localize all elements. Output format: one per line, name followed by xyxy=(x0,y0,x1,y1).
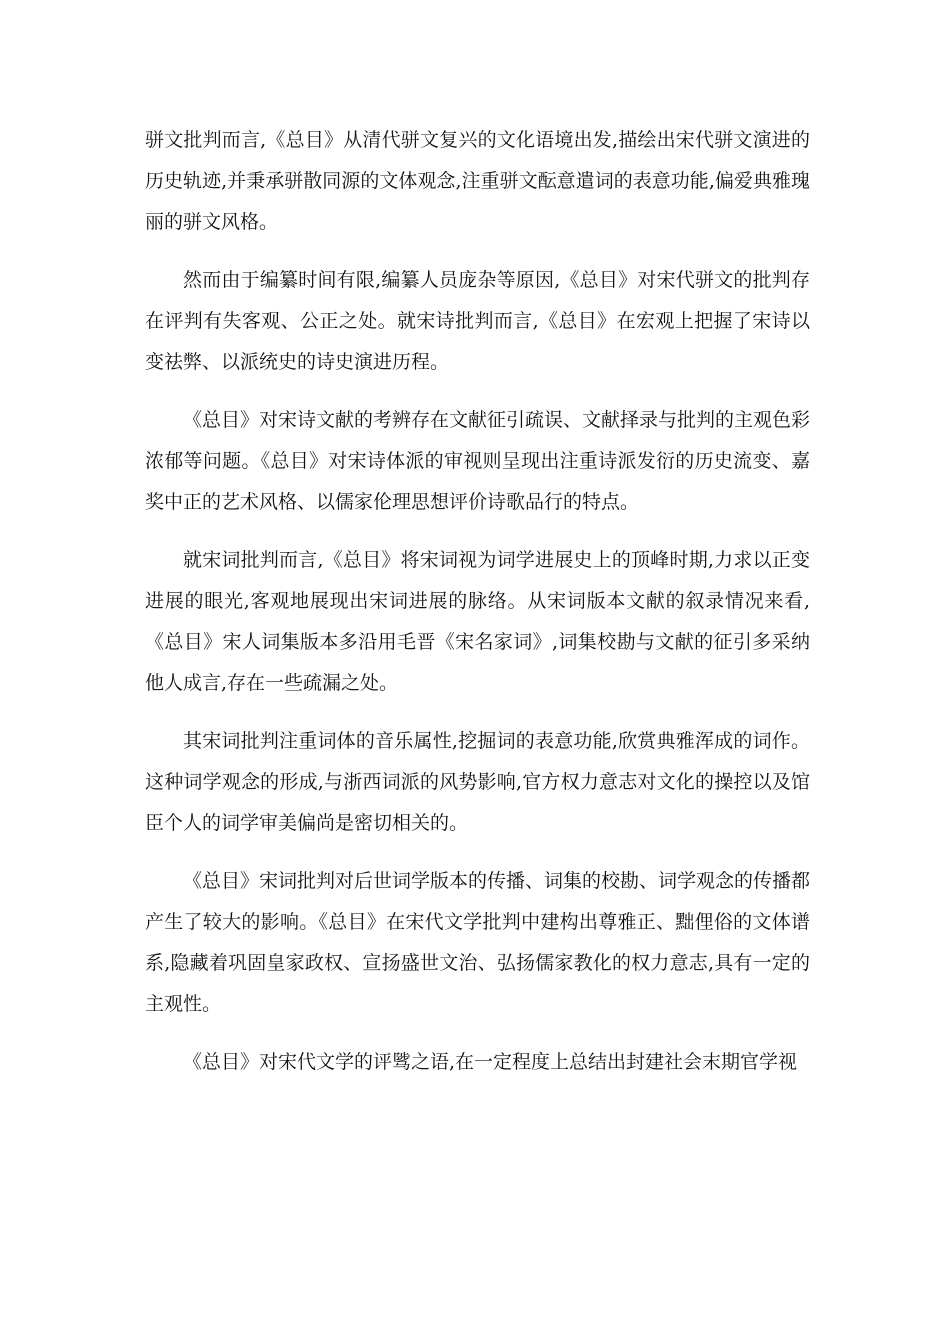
paragraph-2: 然而由于编纂时间有限,编纂人员庞杂等原因,《总目》对宋代骈文的批判存在评判有失客观、公正之处。就宋诗批判而言,《总目》在宏观上把握了宋诗以变祛弊、以派统史的诗史演进历程。 xyxy=(145,269,810,373)
paragraph-1: 骈文批判而言,《总目》从清代骈文复兴的文化语境出发,描绘出宋代骈文演进的历史轨迹,并秉承骈散同源的文体观念,注重骈文酝意遣词的表意功能,偏爱典雅瑰丽的骈文风格。 xyxy=(145,129,810,233)
document-body xyxy=(145,120,810,1100)
paragraph-5: 其宋词批判注重词体的音乐属性,挖掘词的表意功能,欣赏典雅浑成的词作。这种词学观念的形成,与浙西词派的风势影响,官方权力意志对文化的操控以及馆臣个人的词学审美偏尚是密切相关的。 xyxy=(145,730,810,834)
paragraph-4: 就宋词批判而言,《总目》将宋词视为词学进展史上的顶峰时期,力求以正变进展的眼光,客观地展现出宋词进展的脉络。从宋词版本文献的叙录情况来看,《总目》宋人词集版本多沿用毛晋《宋名家词》,词集校勘与文献的征引多采纳他人成言,存在一些疏漏之处。 xyxy=(145,549,810,694)
paragraph-3: 《总目》对宋诗文献的考辨存在文献征引疏误、文献择录与批判的主观色彩浓郁等问题。《总目》对宋诗体派的审视则呈现出注重诗派发衍的历史流变、嘉奖中正的艺术风格、以儒家伦理思想评价诗歌品行的特点。 xyxy=(145,409,811,513)
paragraph-7: 《总目》对宋代文学的评骘之语,在一定程度上总结出封建社会末期官学视 xyxy=(183,1051,798,1073)
paragraph-6: 《总目》宋词批判对后世词学版本的传播、词集的校勘、词学观念的传播都产生了较大的影响。《总目》在宋代文学批判中建构出尊雅正、黜俚俗的文体谱系,隐藏着巩固皇家政权、宣扬盛世文治、弘扬儒家教化的权力意志,具有一定的主观性。 xyxy=(145,870,811,1015)
